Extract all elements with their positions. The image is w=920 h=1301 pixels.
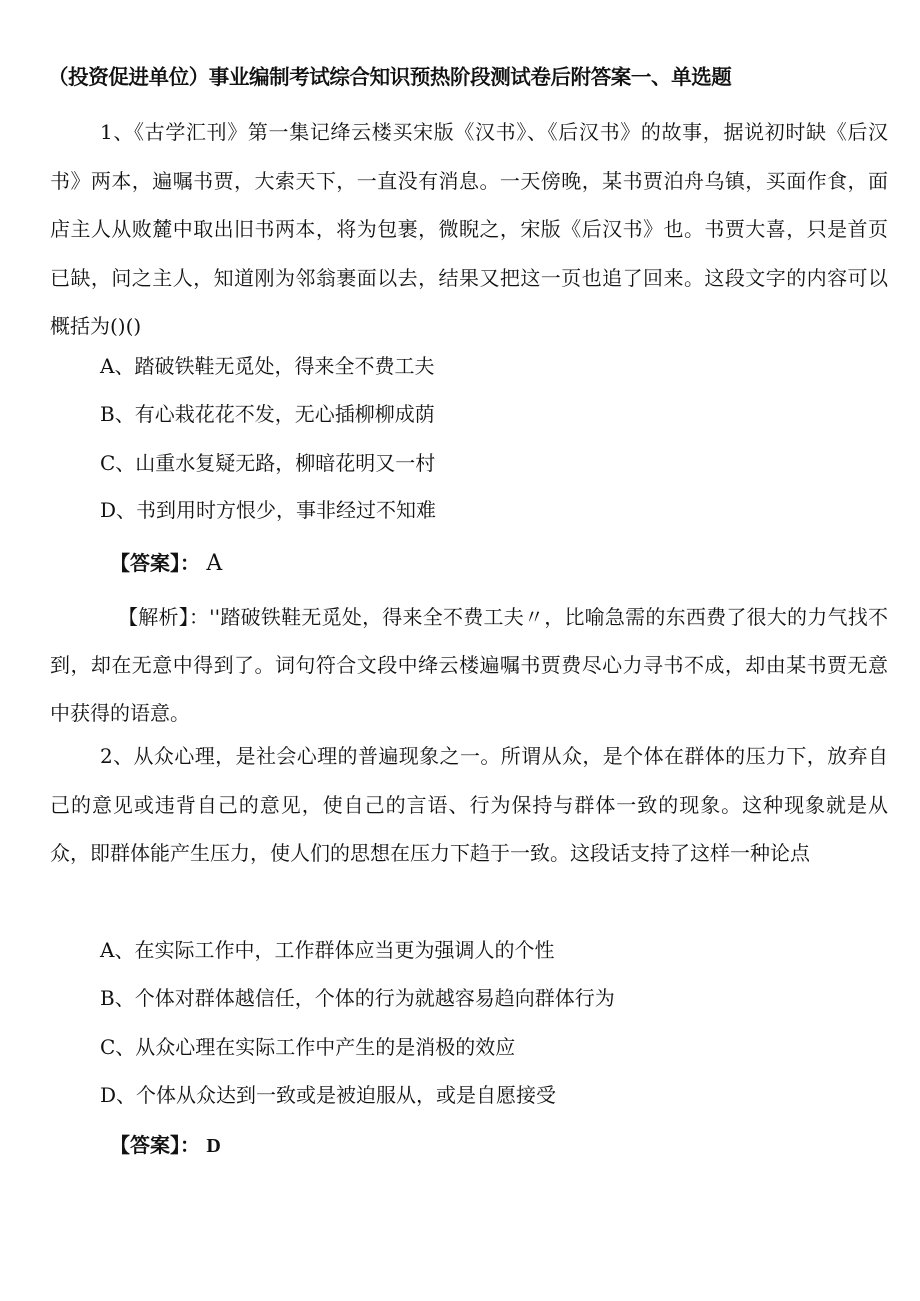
question-2-option-b: B、个体对群体越信任，个体的行为就越容易趋向群体行为 xyxy=(100,986,615,1010)
question-1-stem: 1、《古学汇刊》第一集记绛云楼买宋版《汉书》、《后汉书》的故事，据说初时缺《后汉书》两本，遍嘱书贾，大索天下，一直没有消息。一天傍晚，某书贾泊舟乌镇，买面作食，面店主人从败麓中取出旧书两本，将为包裹，微睨之，宋版《后汉书》也。书贾大喜，只是首页已缺，问之主人，知道刚为邻翁裹面以去，结果又把这一页也追了回来。这段文字的内容可以概括为()() xyxy=(50,120,888,338)
answer-value: D xyxy=(206,1135,221,1157)
answer-label: 【答案】： xyxy=(110,551,200,575)
question-2-stem: 2、从众心理，是社会心理的普遍现象之一。所谓从众，是个体在群体的压力下，放弃自己的意见或违背自己的意见，使自己的言语、行为保持与群体一致的现象。这种现象就是从众，即群体能产生压力，使人们的思想在压力下趋于一致。这段话支持了这样一种论点 xyxy=(50,744,888,865)
question-1-option-d: D、书到用时方恨少，事非经过不知难 xyxy=(100,498,437,522)
question-2-answer xyxy=(110,1128,221,1163)
question-1-option-a: A、踏破铁鞋无觅处，得来全不费工夫 xyxy=(100,354,435,378)
question-1-analysis: 【解析】：''踏破铁鞋无觅处，得来全不费工夫〃，比喻急需的东西费了很大的力气找不到，却在无意中得到了。词句符合文段中绛云楼遍嘱书贾费尽心力寻书不成，却由某书贾无意中获得的语意。 xyxy=(50,605,888,725)
question-2-option-a: A、在实际工作中，工作群体应当更为强调人的个性 xyxy=(100,938,555,962)
question-1-option-b: B、有心栽花花不发，无心插柳柳成荫 xyxy=(100,402,435,426)
question-2-option-d: D、个体从众达到一致或是被迫服从，或是自愿接受 xyxy=(100,1083,557,1107)
question-1-option-c: C、山重水复疑无路，柳暗花明又一村 xyxy=(100,451,436,475)
page-title: （投资促进单位）事业编制考试综合知识预热阶段测试卷后附答案一、单选题 xyxy=(48,65,732,89)
answer-label: 【答案】： xyxy=(110,1133,200,1157)
question-1-answer xyxy=(110,546,222,581)
question-2-option-c: C、从众心理在实际工作中产生的是消极的效应 xyxy=(100,1035,516,1059)
answer-value: A xyxy=(206,551,223,576)
